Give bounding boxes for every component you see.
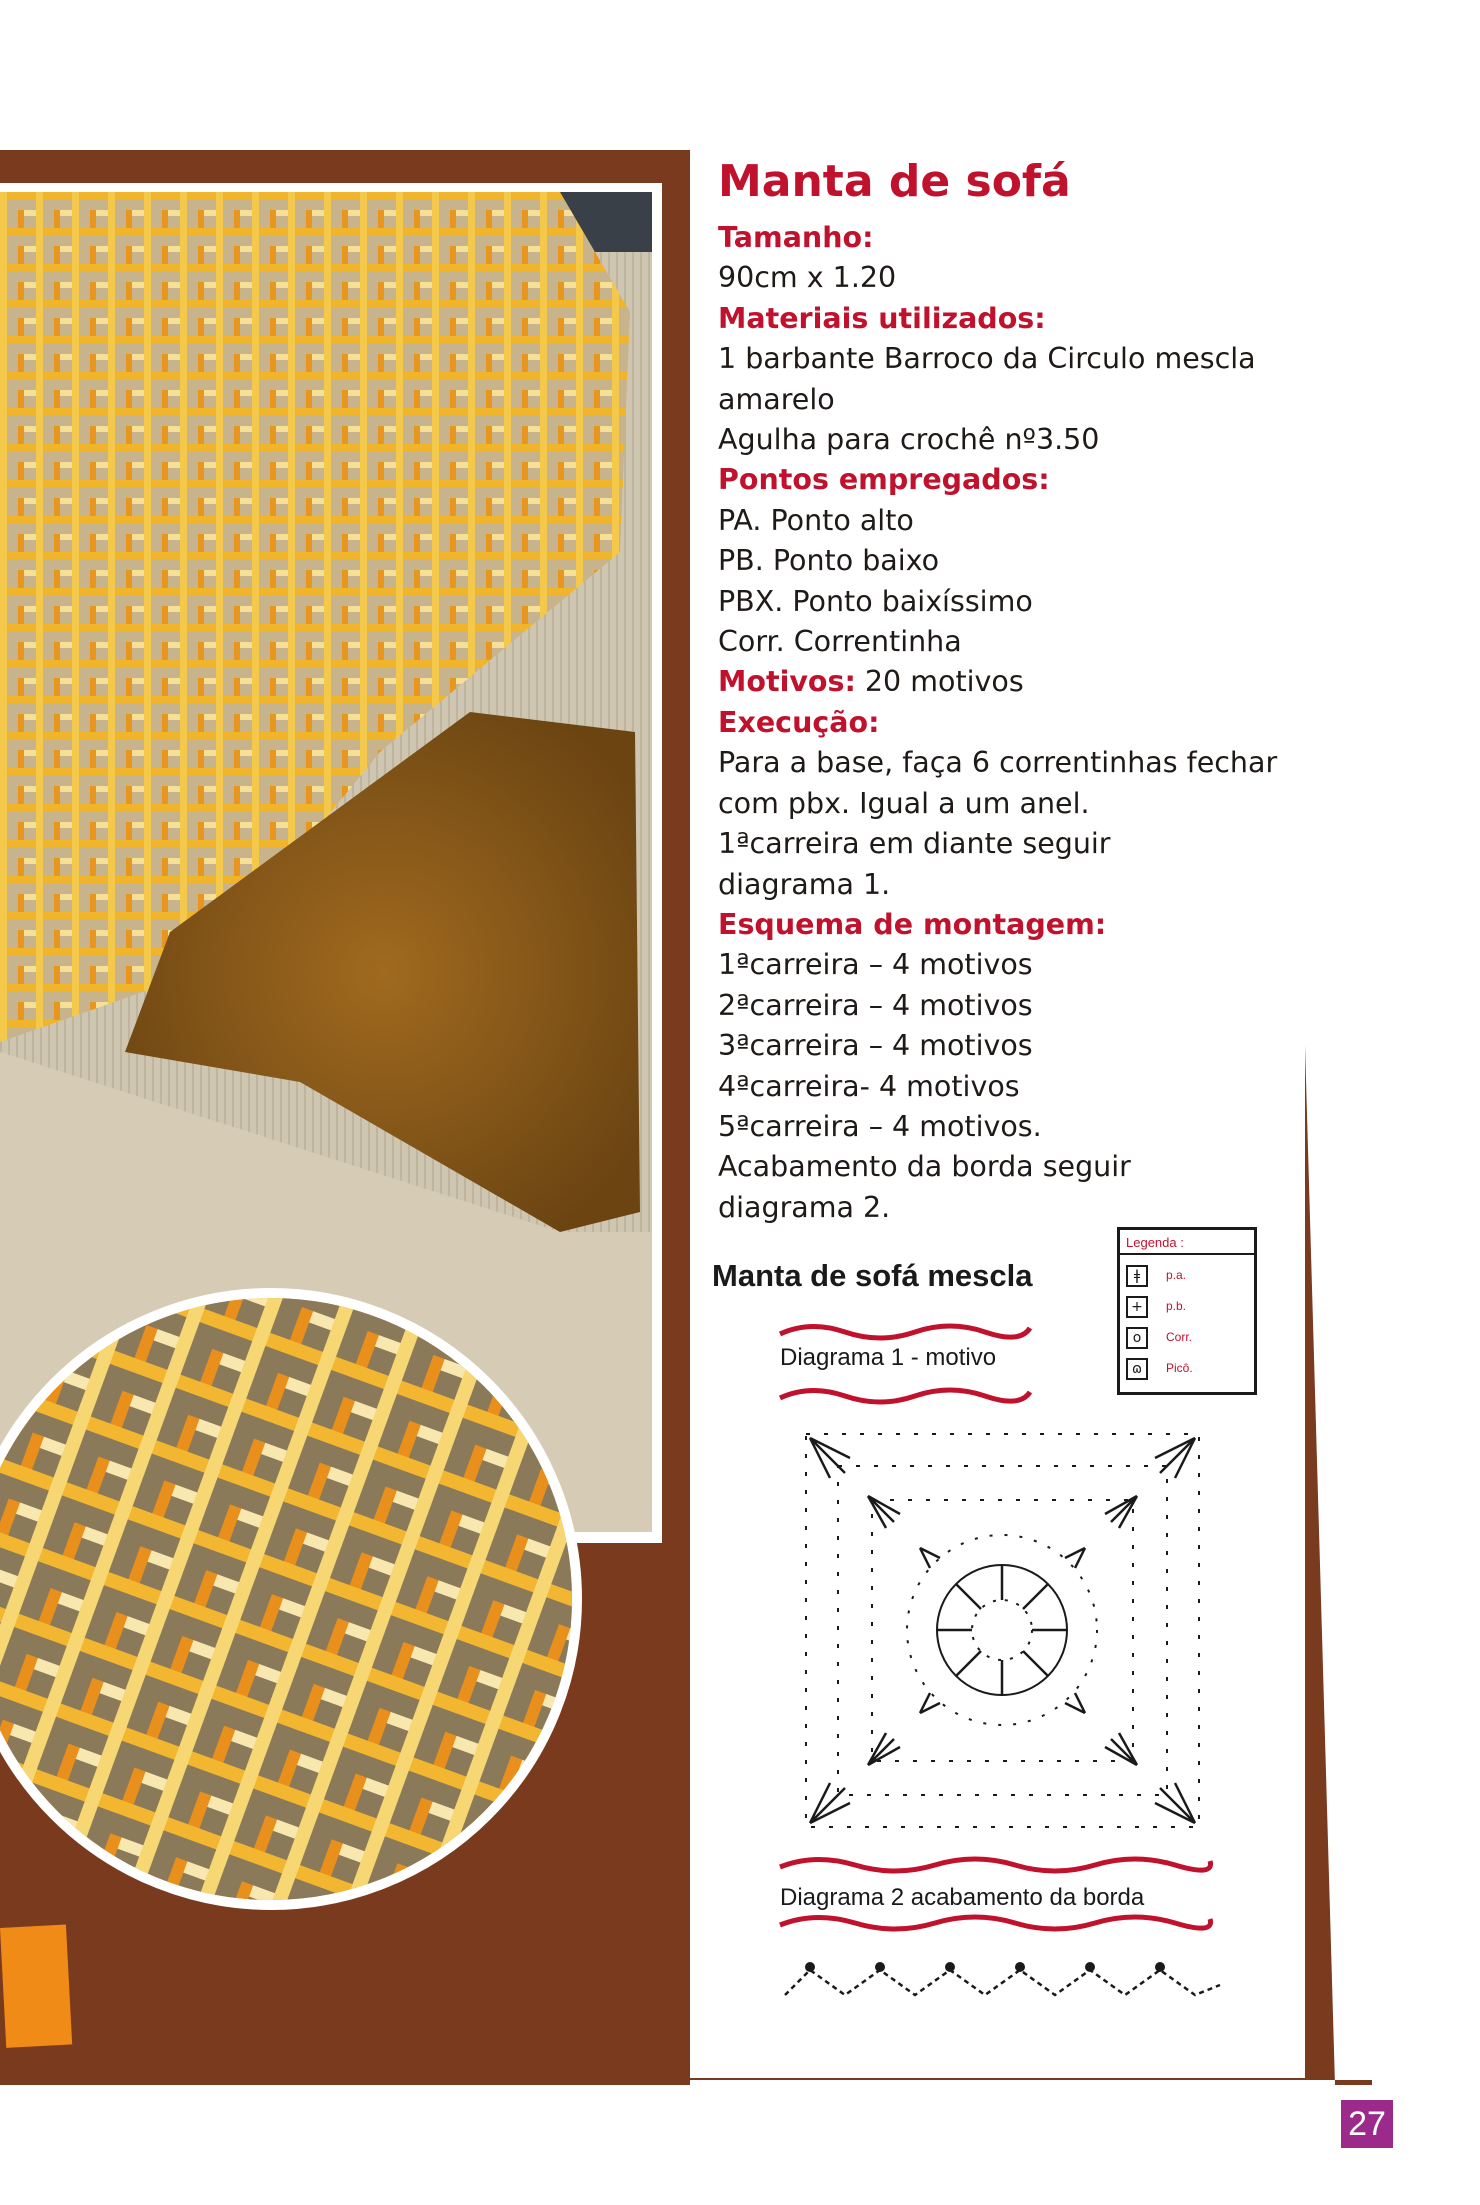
spec-line: 90cm x 1.20 [718,261,897,295]
spec-line: Acabamento da borda seguir [718,1150,1131,1184]
spec-line: amarelo [718,382,835,416]
spec-line: Corr. Correntinha [718,625,962,659]
spec-line: Execução: [718,705,880,739]
spec-line: diagrama 2. [718,1190,891,1224]
spec-line: Esquema de montagem: [718,907,1107,941]
spec-line: PA. Ponto alto [718,503,914,537]
spec-line: Materiais utilizados: [718,301,1046,335]
spec-line: Para a base, faça 6 correntinhas fechar [718,746,1278,780]
spec-line: Agulha para crochê nº3.50 [718,423,1100,457]
single-crochet-icon: + [1126,1296,1148,1318]
orange-corner-tab [0,1925,72,2048]
spec-line: 1ªcarreira – 4 motivos [718,948,1033,982]
spec-line: Motivos: 20 motivos [718,665,1024,699]
spec-line: diagrama 1. [718,867,891,901]
spec-line: 4ªcarreira- 4 motivos [718,1069,1020,1103]
diagram-title: Manta de sofá mescla [712,1258,1033,1293]
diagram2-label: Diagrama 2 acabamento da borda [780,1884,1145,1911]
spec-line: PBX. Ponto baixíssimo [718,584,1033,618]
legend-item: ǂ p.a. [1126,1265,1246,1293]
diagram1-label: Diagrama 1 - motivo [780,1344,997,1371]
double-crochet-icon: ǂ [1126,1265,1148,1287]
spec-line: 3ªcarreira – 4 motivos [718,1029,1033,1063]
legend-item: o Corr. [1126,1327,1246,1355]
legend-item: + p.b. [1126,1296,1246,1324]
spec-line: 2ªcarreira – 4 motivos [718,988,1033,1022]
spec-line: Pontos empregados: [718,463,1050,497]
spec-line: 1ªcarreira em diante seguir [718,827,1111,861]
spec-line: 1 barbante Barroco da Circulo mescla [718,342,1256,376]
legend-item: ɷ Picô. [1126,1358,1246,1386]
instructions [718,218,1298,1228]
chain-icon: o [1126,1327,1148,1349]
spec-line: 5ªcarreira – 4 motivos. [718,1109,1042,1143]
legend-box [1117,1227,1257,1395]
legend-title: Legenda : [1120,1230,1254,1255]
spec-line: com pbx. Igual a um anel. [718,786,1090,820]
page-title: Manta de sofá [718,156,1071,207]
spec-line: Tamanho: [718,221,874,254]
crochet-motif-diagram [790,1418,1215,1843]
spec-line: PB. Ponto baixo [718,544,940,578]
picot-icon: ɷ [1126,1358,1148,1380]
border-edging-diagram [780,1955,1225,2005]
page-number: 27 [1341,2100,1393,2148]
